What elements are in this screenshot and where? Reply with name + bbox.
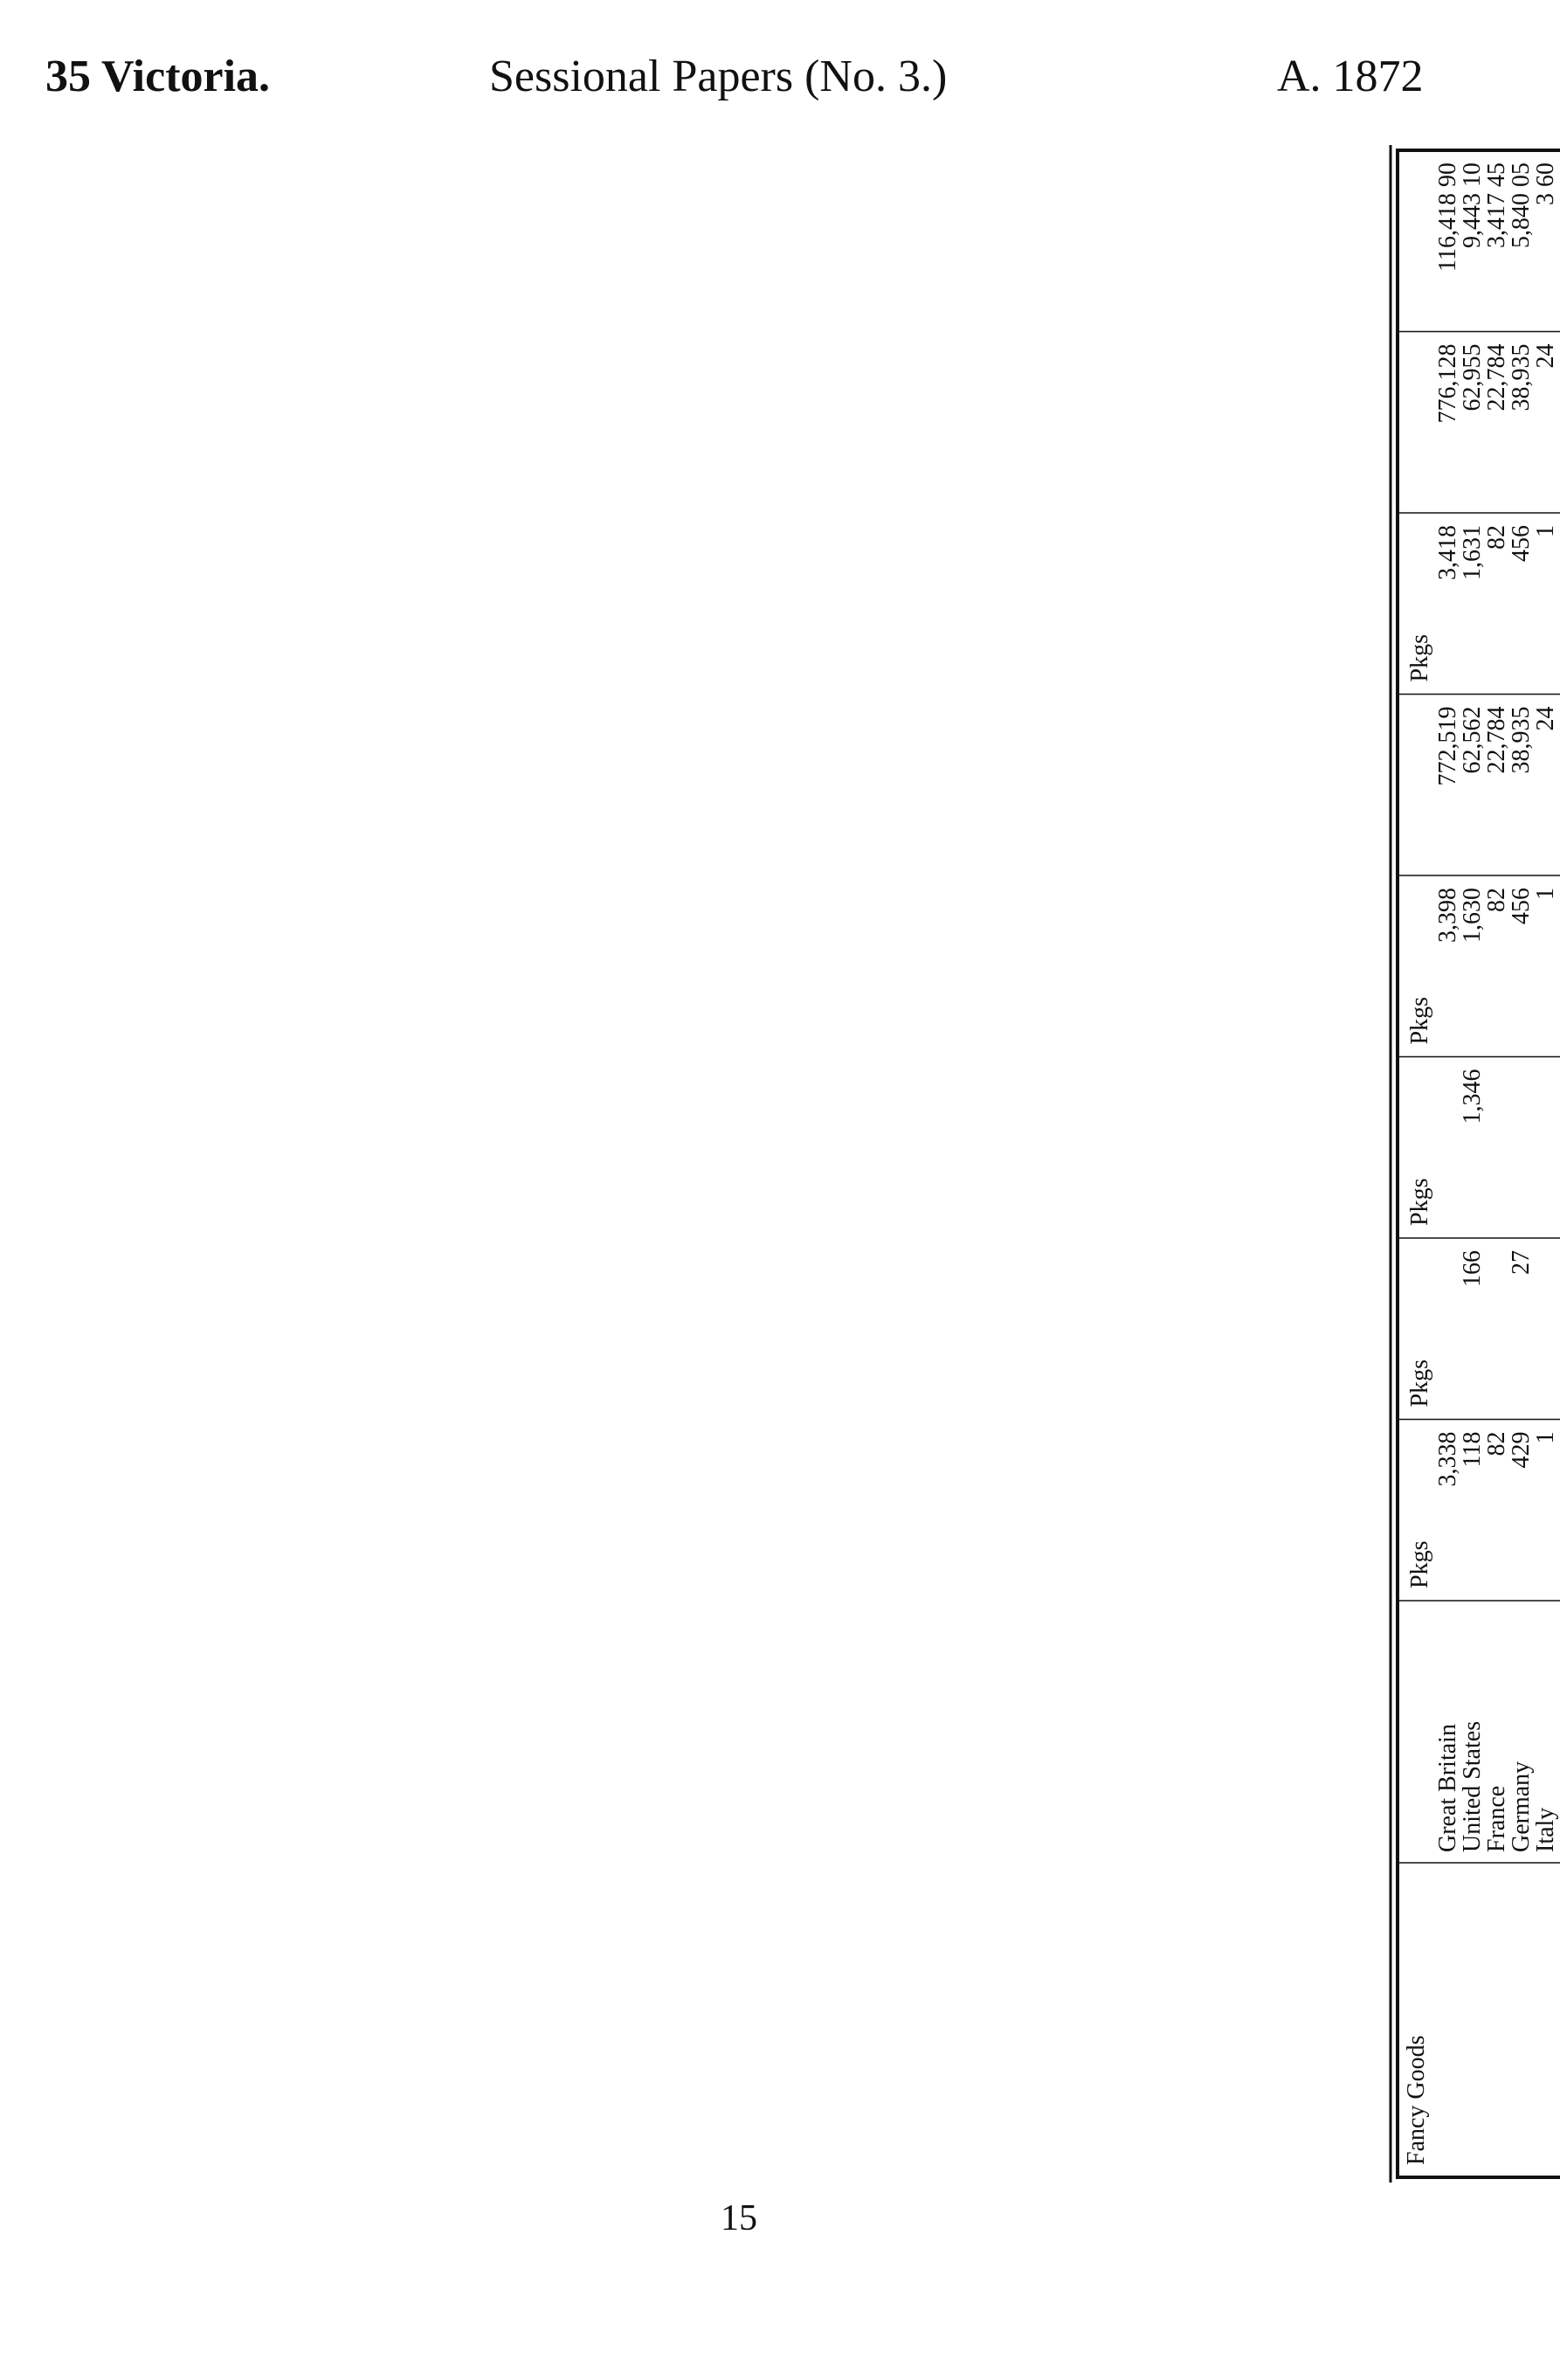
cell-value: 5,840 05 (1508, 163, 1535, 248)
cell-value: 82 (1483, 888, 1510, 912)
unit-label: Pkgs (1406, 997, 1433, 1045)
cell-value: 3,417 45 (1483, 163, 1510, 248)
cell-value: 1 (1532, 888, 1559, 900)
header-year: A. 1872 (1277, 52, 1424, 101)
cell-value: 3 60 (1532, 163, 1559, 205)
cell-value: 3,338 (1434, 1431, 1461, 1487)
cell-value: 1,346 (1459, 1069, 1486, 1124)
cell-value: 118 (1459, 1431, 1486, 1468)
cell-value: 38,935 (1508, 343, 1535, 412)
cell-value: 22,784 (1483, 343, 1510, 412)
cell-value: 9,443 10 (1459, 163, 1486, 248)
cell-value: 1,631 (1459, 525, 1486, 580)
cell-value: 62,955 (1459, 343, 1486, 412)
country-name: Great Britain (1434, 1724, 1461, 1852)
cell-value: 27 (1508, 1250, 1535, 1275)
cell-value: 38,935 (1508, 706, 1535, 774)
table-border (1398, 150, 1560, 2177)
country-name: United States (1459, 1720, 1486, 1852)
cell-value: 3,418 (1434, 525, 1461, 580)
cell-value: 22,784 (1483, 706, 1510, 774)
unit-label: Pkgs (1406, 1540, 1433, 1588)
cell-value: 456 (1508, 888, 1535, 924)
cell-value: 1 (1532, 525, 1559, 537)
cell-value: 776,128 (1434, 343, 1461, 424)
cell-value: 166 (1459, 1250, 1486, 1287)
article-name: Fancy Goods (1403, 2035, 1430, 2165)
cell-value: 429 (1508, 1431, 1535, 1469)
cell-value: 82 (1483, 525, 1510, 550)
cell-value: 24 (1532, 343, 1559, 369)
unit-label: Pkgs (1406, 1360, 1433, 1408)
unit-label: Pkgs (1406, 634, 1433, 682)
cell-value: 456 (1508, 525, 1535, 562)
cell-value: 116,418 90 (1434, 163, 1461, 272)
cell-value: 82 (1483, 1431, 1510, 1456)
cell-value: 62,562 (1459, 706, 1486, 774)
country-name: Italy (1532, 1807, 1559, 1852)
country-name: Germany (1508, 1761, 1535, 1852)
header-session: 35 Victoria. (45, 52, 271, 101)
cell-value: 3,398 (1434, 888, 1461, 943)
page-number: 15 (721, 2198, 757, 2238)
cell-value: 1,630 (1459, 888, 1486, 943)
cell-value: 24 (1532, 706, 1559, 731)
cell-value: 1 (1532, 1431, 1559, 1444)
cell-value: 772,519 (1434, 706, 1461, 786)
header-title: Sessional Papers (No. 3.) (489, 52, 948, 101)
unit-label: Pkgs (1406, 1178, 1433, 1226)
country-name: France (1483, 1785, 1510, 1852)
